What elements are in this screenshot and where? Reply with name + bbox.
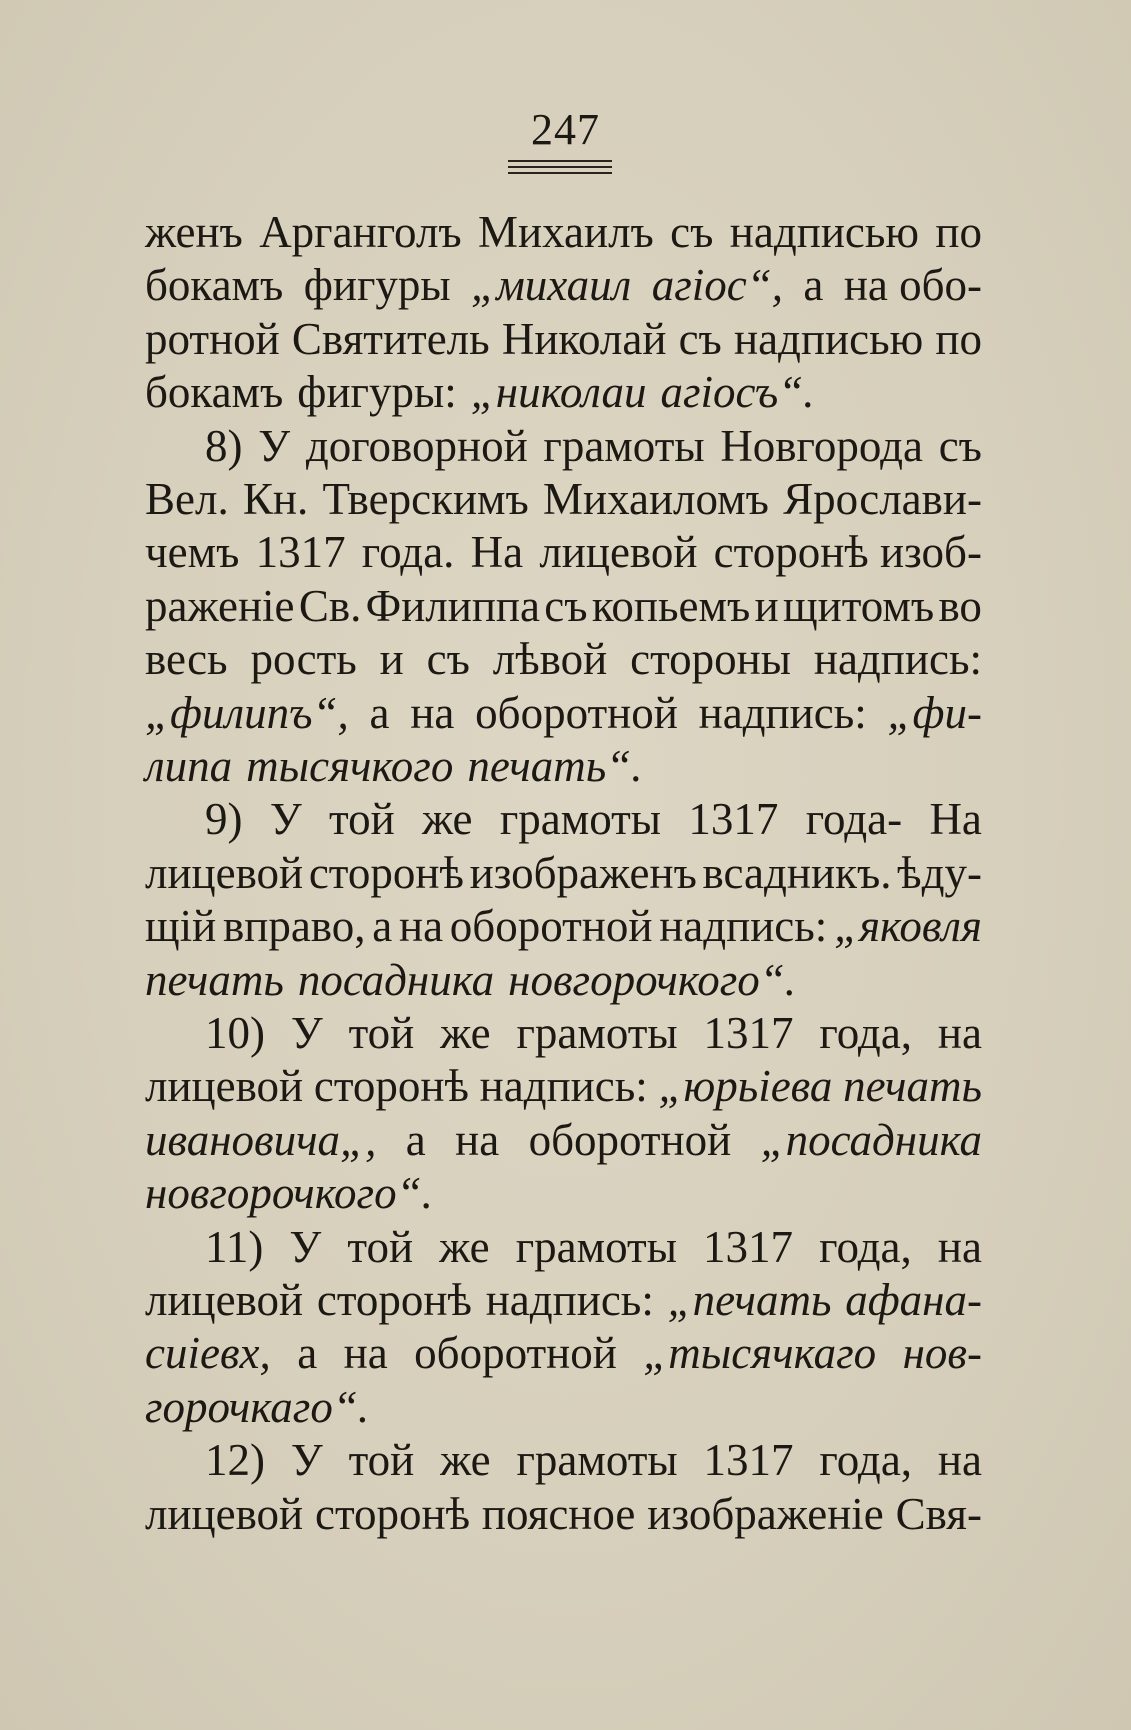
word: той <box>347 1222 414 1272</box>
word: сторонѣ <box>308 848 464 898</box>
word: щій <box>145 901 217 951</box>
word: а <box>405 1115 426 1165</box>
italic-quote-word: „николаи <box>470 367 647 417</box>
italic-quote-word: сиіевх, <box>145 1328 271 1378</box>
word: сторонѣ <box>316 1275 472 1325</box>
word: Михаиломъ <box>543 474 769 524</box>
word: На <box>929 794 982 844</box>
word: стороны <box>630 634 791 684</box>
word: сторонѣ <box>313 1061 469 1111</box>
word: надпись: <box>659 901 828 951</box>
word: же <box>422 794 473 844</box>
italic-quote-word: „фи- <box>887 688 982 738</box>
word: 10) <box>205 1008 265 1058</box>
word: надпись: <box>479 1061 648 1111</box>
italic-quote-word: новгорочкого“. <box>508 955 797 1005</box>
text-line <box>205 793 982 845</box>
italic-quote-word: посадника <box>297 955 495 1005</box>
word: сторонѣ изоб- <box>713 527 982 577</box>
word: во <box>938 581 982 631</box>
text-line <box>145 313 982 365</box>
word: щитомъ <box>782 581 935 631</box>
word: вправо, <box>223 901 366 951</box>
text-line <box>145 1274 982 1326</box>
word: лицевой <box>145 1275 304 1325</box>
word: фигуры <box>303 260 451 310</box>
italic-quote-word: печать <box>145 955 284 1005</box>
word: 11) <box>205 1222 264 1272</box>
word: лицевой <box>145 848 304 898</box>
word: У <box>258 421 291 471</box>
word: поясное <box>481 1489 636 1539</box>
text-line <box>145 633 982 685</box>
word: надпись: <box>698 688 867 738</box>
word: Вел. <box>145 474 229 524</box>
word: же <box>440 1008 491 1058</box>
word: 12) <box>205 1435 265 1485</box>
word: на <box>455 1115 500 1165</box>
word: по <box>935 207 982 257</box>
word: 1317 <box>255 527 346 577</box>
word: бокамъ <box>145 367 284 417</box>
text-line <box>145 259 982 311</box>
word: ротной <box>145 314 280 364</box>
italic-quote-word: печать“. <box>467 741 643 791</box>
word: 9) <box>205 794 243 844</box>
italic-quote-word: тысячкого <box>246 741 454 791</box>
word: года. <box>361 527 455 577</box>
text-line <box>205 1007 982 1059</box>
word: и <box>754 581 779 631</box>
text-line <box>145 473 982 525</box>
word: на <box>410 688 455 738</box>
word: оборотной <box>528 1115 732 1165</box>
word: Ярослави- <box>783 474 982 524</box>
word: оборотной <box>414 1328 617 1378</box>
italic-quote-word: „печать <box>667 1275 832 1325</box>
word: на <box>398 901 444 951</box>
italic-quote-word: „посадника <box>760 1115 982 1165</box>
word: договорной <box>305 421 528 471</box>
word: Святитель <box>291 314 490 364</box>
word: рость <box>250 634 357 684</box>
word: а <box>297 1328 318 1378</box>
word: года, <box>819 1222 912 1272</box>
word: У <box>289 1222 322 1272</box>
word: года, <box>819 1435 913 1485</box>
text-line <box>145 687 982 739</box>
word: У <box>290 1435 323 1485</box>
word: а <box>372 901 393 951</box>
word: съ <box>938 421 982 471</box>
word: Николай <box>501 314 667 364</box>
text-line <box>145 1114 982 1166</box>
italic-quote-word: нов- <box>902 1328 982 1378</box>
word: Михаилъ <box>478 207 654 257</box>
word: оборотной <box>475 688 678 738</box>
header-rule <box>508 166 612 168</box>
word: грамоты <box>515 1222 677 1272</box>
word: Кн. <box>242 474 309 524</box>
word: изображеніе <box>647 1489 884 1539</box>
text-line <box>145 847 982 899</box>
word: года- <box>805 794 903 844</box>
text-line <box>145 740 982 792</box>
header-rule <box>508 172 612 174</box>
word: же <box>440 1435 491 1485</box>
text-line <box>145 1488 982 1540</box>
word: Арганголъ <box>259 207 462 257</box>
italic-quote-word: агіосъ“. <box>660 367 815 417</box>
text-line <box>205 1434 982 1486</box>
word: Свя- <box>895 1489 982 1539</box>
word: съ <box>544 581 588 631</box>
word: Новгорода <box>720 421 923 471</box>
word: На <box>470 527 524 577</box>
word: Св. <box>298 581 362 631</box>
word: бокамъ <box>145 260 284 310</box>
word: 1317 <box>703 1008 794 1058</box>
word: Тверскимъ <box>322 474 529 524</box>
text-line <box>145 1327 982 1379</box>
word: надписью <box>729 207 920 257</box>
word: копьемъ <box>591 581 751 631</box>
word: той <box>329 794 395 844</box>
italic-quote-word: „юрьіева <box>658 1061 833 1111</box>
word: 1317 <box>703 1435 794 1485</box>
word: на обо- <box>843 260 982 310</box>
italic-quote-word: „яковля <box>834 901 982 951</box>
italic-quote-word: „тысячкаго <box>643 1328 877 1378</box>
italic-quote-word: липа <box>145 741 233 791</box>
italic-quote-word: печать <box>843 1061 982 1111</box>
word: лицевой <box>539 527 698 577</box>
word: надпись: <box>813 634 982 684</box>
text-line <box>145 206 982 258</box>
header-rule <box>508 160 612 162</box>
word: на <box>937 1222 982 1272</box>
italic-quote-word: агіос“, <box>651 260 784 310</box>
word: женъ <box>145 207 243 257</box>
word: на <box>937 1435 982 1485</box>
text-line <box>145 954 982 1006</box>
word: надпись: <box>485 1275 654 1325</box>
italic-quote-word: афана- <box>845 1275 982 1325</box>
text-line <box>145 526 982 578</box>
italic-quote-word: новгорочкого“. <box>145 1168 433 1218</box>
text-line <box>145 366 982 418</box>
word: фигуры: <box>297 367 457 417</box>
word: 8) <box>205 421 243 471</box>
word: лицевой <box>145 1061 304 1111</box>
word: на <box>343 1328 388 1378</box>
word: съ <box>670 207 714 257</box>
word: года, <box>819 1008 913 1058</box>
word: грамоты <box>516 1435 678 1485</box>
word: а <box>369 688 390 738</box>
italic-quote-word: ивановича„, <box>145 1115 377 1165</box>
text-line <box>145 900 982 952</box>
word: весь <box>145 634 228 684</box>
word: а <box>803 260 824 310</box>
text-line <box>205 420 982 472</box>
word: всадникъ. <box>702 848 892 898</box>
word: грамоты <box>516 1008 678 1058</box>
text-line <box>205 1221 982 1273</box>
word: съ <box>678 314 722 364</box>
word: ѣду- <box>897 848 982 898</box>
word: изображенъ <box>469 848 697 898</box>
word: по <box>935 314 982 364</box>
text-line <box>145 580 982 632</box>
italic-quote-word: „филипъ“, <box>145 688 349 738</box>
text-line <box>145 1167 982 1219</box>
text-line <box>145 1060 982 1112</box>
word: У <box>290 1008 323 1058</box>
italic-quote-word: горочкаго“. <box>145 1382 370 1432</box>
word: Филиппа <box>365 581 540 631</box>
word: той <box>348 1435 415 1485</box>
word: У <box>269 794 302 844</box>
word: грамоты <box>543 421 705 471</box>
word: раженіе <box>145 581 295 631</box>
word: же <box>439 1222 490 1272</box>
text-line <box>145 1381 982 1433</box>
word: и <box>379 634 404 684</box>
word: лицевой <box>145 1489 304 1539</box>
word: лѣвой <box>492 634 608 684</box>
word: съ <box>426 634 470 684</box>
word: 1317 <box>688 794 779 844</box>
word: грамоты <box>499 794 662 844</box>
word: 1317 <box>703 1222 794 1272</box>
word: на <box>937 1008 982 1058</box>
word: надписью <box>734 314 924 364</box>
italic-quote-word: „михаил <box>471 260 632 310</box>
word: чемъ <box>145 527 240 577</box>
word: оборотной <box>449 901 653 951</box>
page-number: 247 <box>531 105 600 154</box>
word: сторонѣ <box>314 1489 471 1539</box>
word: той <box>348 1008 415 1058</box>
